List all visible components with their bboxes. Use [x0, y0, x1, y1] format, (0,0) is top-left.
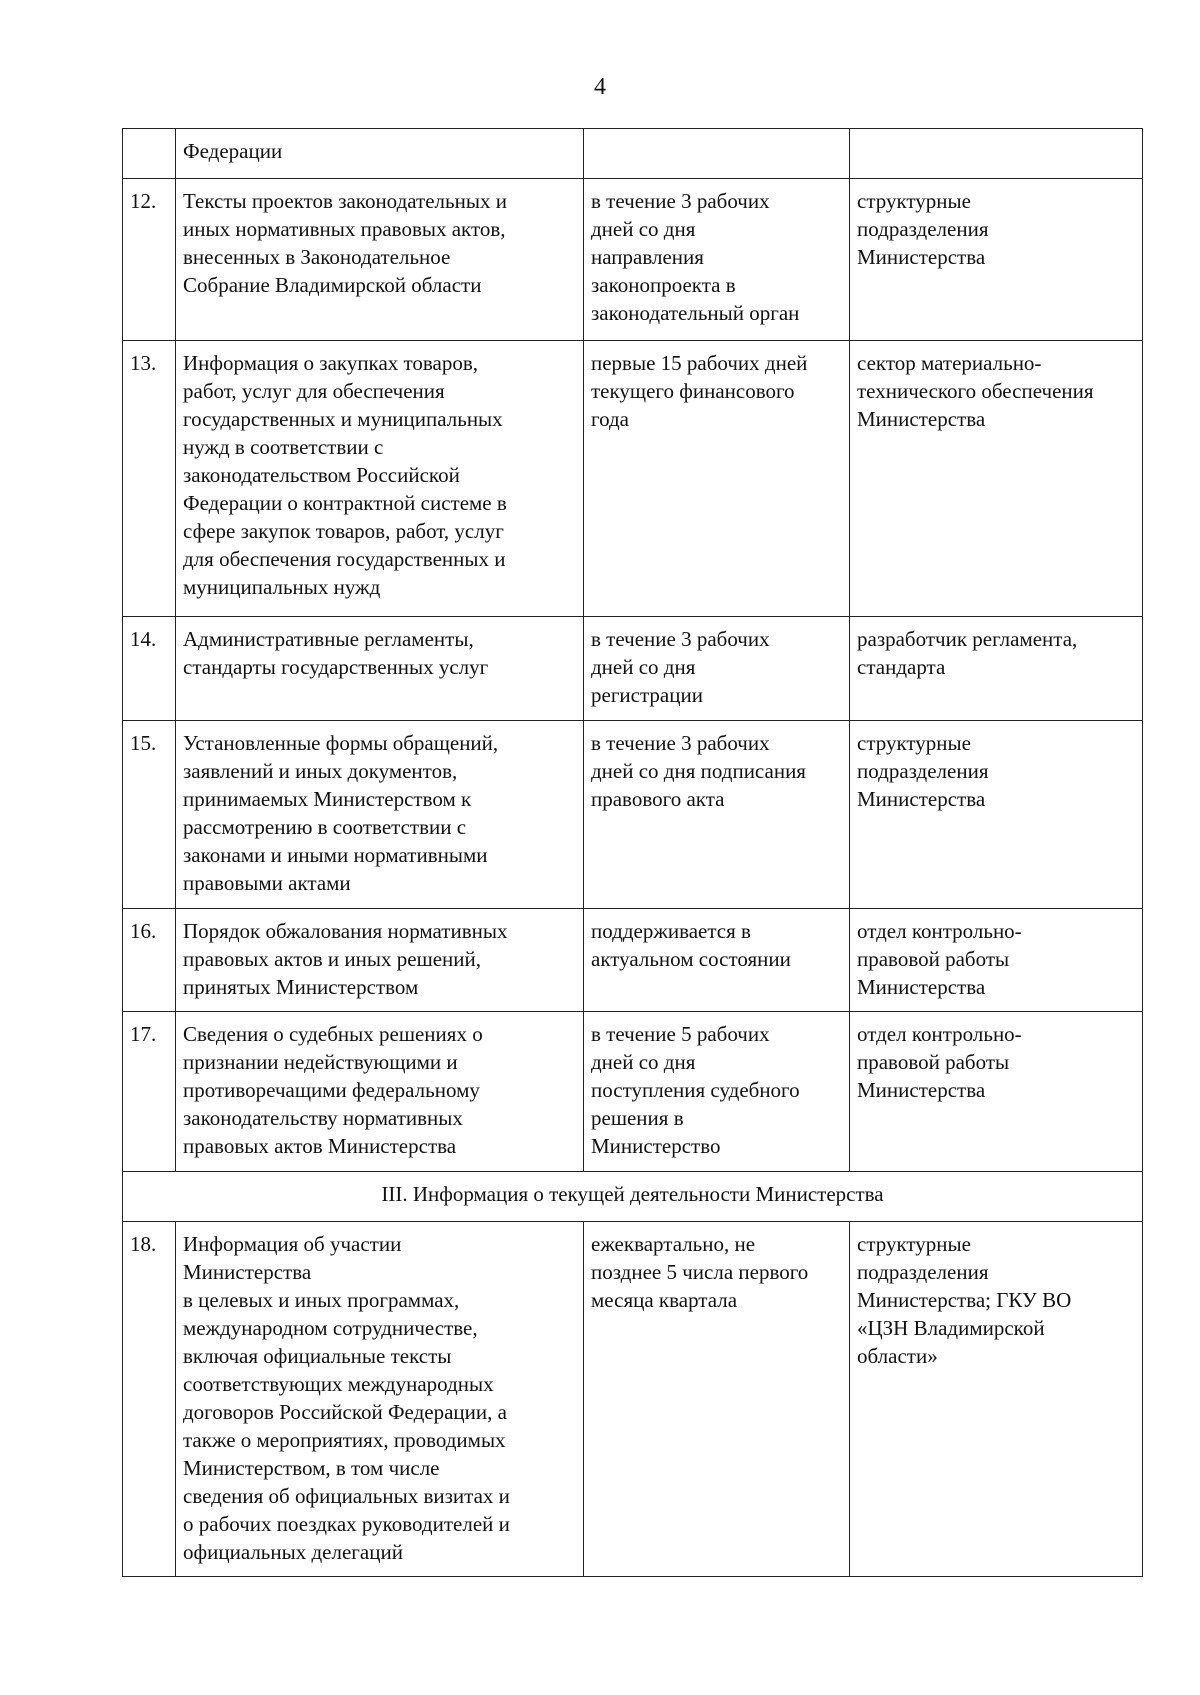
deadline-cell — [584, 341, 850, 617]
deadline-line: в течение 3 рабочих — [591, 627, 770, 651]
item-name-line: о рабочих поездках руководителей и — [183, 1512, 510, 1536]
responsible-line: технического обеспечения — [857, 379, 1094, 403]
item-name-line: Министерства — [183, 1260, 312, 1284]
deadline-line: дней со дня — [591, 1050, 696, 1074]
responsible-line: структурные — [857, 731, 971, 755]
item-name-line: соответствующих международных — [183, 1372, 494, 1396]
information-table — [122, 128, 1143, 1577]
responsible-line: отдел контрольно- — [857, 1022, 1022, 1046]
item-name-line: противоречащими федеральному — [183, 1078, 480, 1102]
page-number: 4 — [594, 74, 606, 100]
responsible-line: Министерства — [857, 407, 986, 431]
responsible-cell — [850, 341, 1143, 617]
section-header-row — [123, 1172, 1143, 1222]
row-number: 16. — [123, 909, 176, 1012]
item-name-line: Установленные формы обращений, — [183, 731, 499, 755]
table-row — [123, 1222, 1143, 1577]
item-name-line: Собрание Владимирской области — [183, 273, 482, 297]
deadline-line: Министерство — [591, 1134, 721, 1158]
item-name-line: рассмотрению в соответствии с — [183, 815, 467, 839]
responsible-line: отдел контрольно- — [857, 919, 1022, 943]
deadline-line: дней со дня — [591, 217, 696, 241]
item-name-cell — [176, 617, 584, 721]
responsible-line: сектор материально- — [857, 351, 1042, 375]
item-name-line: правовыми актами — [183, 871, 351, 895]
item-name-line: государственных и муниципальных — [183, 407, 503, 431]
item-name-line: работ, услуг для обеспечения — [183, 379, 445, 403]
item-name-line: также о мероприятиях, проводимых — [183, 1428, 506, 1452]
responsible-cell — [850, 721, 1143, 909]
item-name-cell — [176, 909, 584, 1012]
item-name-line: для обеспечения государственных и — [183, 547, 506, 571]
item-name-line: Федерации — [183, 139, 283, 163]
table-body — [123, 129, 1143, 1577]
deadline-line: дней со дня подписания — [591, 759, 806, 783]
responsible-line: Министерства — [857, 787, 986, 811]
item-name-line: правовых актов и иных решений, — [183, 947, 482, 971]
responsible-line: области» — [857, 1344, 938, 1368]
table-row — [123, 1012, 1143, 1172]
item-name-line: включая официальные тексты — [183, 1344, 452, 1368]
deadline-line: решения в — [591, 1106, 684, 1130]
item-name-line: договоров Российской Федерации, а — [183, 1400, 507, 1424]
item-name-line: Тексты проектов законодательных и — [183, 189, 507, 213]
item-name-line: международном сотрудничестве, — [183, 1316, 478, 1340]
item-name-line: сведения об официальных визитах и — [183, 1484, 510, 1508]
item-name-cell — [176, 179, 584, 341]
deadline-cell — [584, 1012, 850, 1172]
responsible-cell — [850, 179, 1143, 341]
deadline-cell — [584, 129, 850, 179]
table-row — [123, 617, 1143, 721]
deadline-line: ежеквартально, не — [591, 1232, 756, 1256]
responsible-line: разработчик регламента, — [857, 627, 1078, 651]
row-number: 12. — [123, 179, 176, 341]
row-number — [123, 129, 176, 179]
item-name-line: Информация о закупках товаров, — [183, 351, 479, 375]
responsible-line: структурные — [857, 1232, 971, 1256]
item-name-line: законодательством Российской — [183, 463, 460, 487]
item-name-cell — [176, 721, 584, 909]
deadline-line: позднее 5 числа первого — [591, 1260, 809, 1284]
item-name-line: Сведения о судебных решениях о — [183, 1022, 483, 1046]
item-name-line: принимаемых Министерством к — [183, 787, 472, 811]
deadline-cell — [584, 909, 850, 1012]
responsible-cell — [850, 129, 1143, 179]
responsible-line: Министерства — [857, 1078, 986, 1102]
responsible-line: Министерства — [857, 975, 986, 999]
responsible-line: правовой работы — [857, 1050, 1010, 1074]
item-name-line: Порядок обжалования нормативных — [183, 919, 508, 943]
deadline-line: поддерживается в — [591, 919, 751, 943]
section-title: III. Информация о текущей деятельности Министерства — [123, 1172, 1143, 1222]
responsible-line: подразделения — [857, 1260, 989, 1284]
responsible-line: подразделения — [857, 759, 989, 783]
item-name-line: Информация об участии — [183, 1232, 402, 1256]
deadline-line: поступления судебного — [591, 1078, 800, 1102]
item-name-line: официальных делегаций — [183, 1540, 403, 1564]
item-name-line: правовых актов Министерства — [183, 1134, 457, 1158]
table-row — [123, 909, 1143, 1012]
deadline-cell — [584, 179, 850, 341]
responsible-line: «ЦЗН Владимирской — [857, 1316, 1045, 1340]
responsible-line: Министерства; ГКУ ВО — [857, 1288, 1072, 1312]
item-name-line: Административные регламенты, — [183, 627, 474, 651]
responsible-cell — [850, 617, 1143, 721]
deadline-line: законодательный орган — [591, 301, 800, 325]
item-name-cell — [176, 1012, 584, 1172]
item-name-line: законодательству нормативных — [183, 1106, 463, 1130]
deadline-line: актуальном состоянии — [591, 947, 791, 971]
deadline-line: дней со дня — [591, 655, 696, 679]
responsible-line: правовой работы — [857, 947, 1010, 971]
responsible-line: стандарта — [857, 655, 946, 679]
item-name-line: муниципальных нужд — [183, 575, 381, 599]
deadline-cell — [584, 1222, 850, 1577]
table-row — [123, 341, 1143, 617]
deadline-line: текущего финансового — [591, 379, 795, 403]
table-row — [123, 721, 1143, 909]
row-number: 17. — [123, 1012, 176, 1172]
deadline-line: в течение 5 рабочих — [591, 1022, 770, 1046]
item-name-line: в целевых и иных программах, — [183, 1288, 460, 1312]
item-name-line: иных нормативных правовых актов, — [183, 217, 506, 241]
item-name-cell — [176, 129, 584, 179]
deadline-line: направления — [591, 245, 704, 269]
deadline-cell — [584, 617, 850, 721]
item-name-line: сфере закупок товаров, работ, услуг — [183, 519, 504, 543]
row-number: 13. — [123, 341, 176, 617]
item-name-line: внесенных в Законодательное — [183, 245, 451, 269]
row-number: 14. — [123, 617, 176, 721]
row-number: 15. — [123, 721, 176, 909]
item-name-cell — [176, 1222, 584, 1577]
responsible-line: структурные — [857, 189, 971, 213]
responsible-cell — [850, 1012, 1143, 1172]
deadline-line: в течение 3 рабочих — [591, 731, 770, 755]
item-name-line: заявлений и иных документов, — [183, 759, 458, 783]
deadline-line: в течение 3 рабочих — [591, 189, 770, 213]
item-name-line: принятых Министерством — [183, 975, 419, 999]
responsible-line: Министерства — [857, 245, 986, 269]
responsible-cell — [850, 909, 1143, 1012]
item-name-line: стандарты государственных услуг — [183, 655, 489, 679]
deadline-line: года — [591, 407, 629, 431]
responsible-line: подразделения — [857, 217, 989, 241]
item-name-line: признании недействующими и — [183, 1050, 458, 1074]
item-name-line: нужд в соответствии с — [183, 435, 384, 459]
deadline-line: первые 15 рабочих дней — [591, 351, 808, 375]
deadline-line: месяца квартала — [591, 1288, 738, 1312]
responsible-cell — [850, 1222, 1143, 1577]
table-row — [123, 129, 1143, 179]
deadline-line: регистрации — [591, 683, 703, 707]
item-name-cell — [176, 341, 584, 617]
item-name-line: законами и иными нормативными — [183, 843, 488, 867]
item-name-line: Федерации о контрактной системе в — [183, 491, 507, 515]
deadline-line: законопроекта в — [591, 273, 736, 297]
deadline-cell — [584, 721, 850, 909]
table-row — [123, 179, 1143, 341]
item-name-line: Министерством, в том числе — [183, 1456, 440, 1480]
row-number: 18. — [123, 1222, 176, 1577]
deadline-line: правового акта — [591, 787, 725, 811]
